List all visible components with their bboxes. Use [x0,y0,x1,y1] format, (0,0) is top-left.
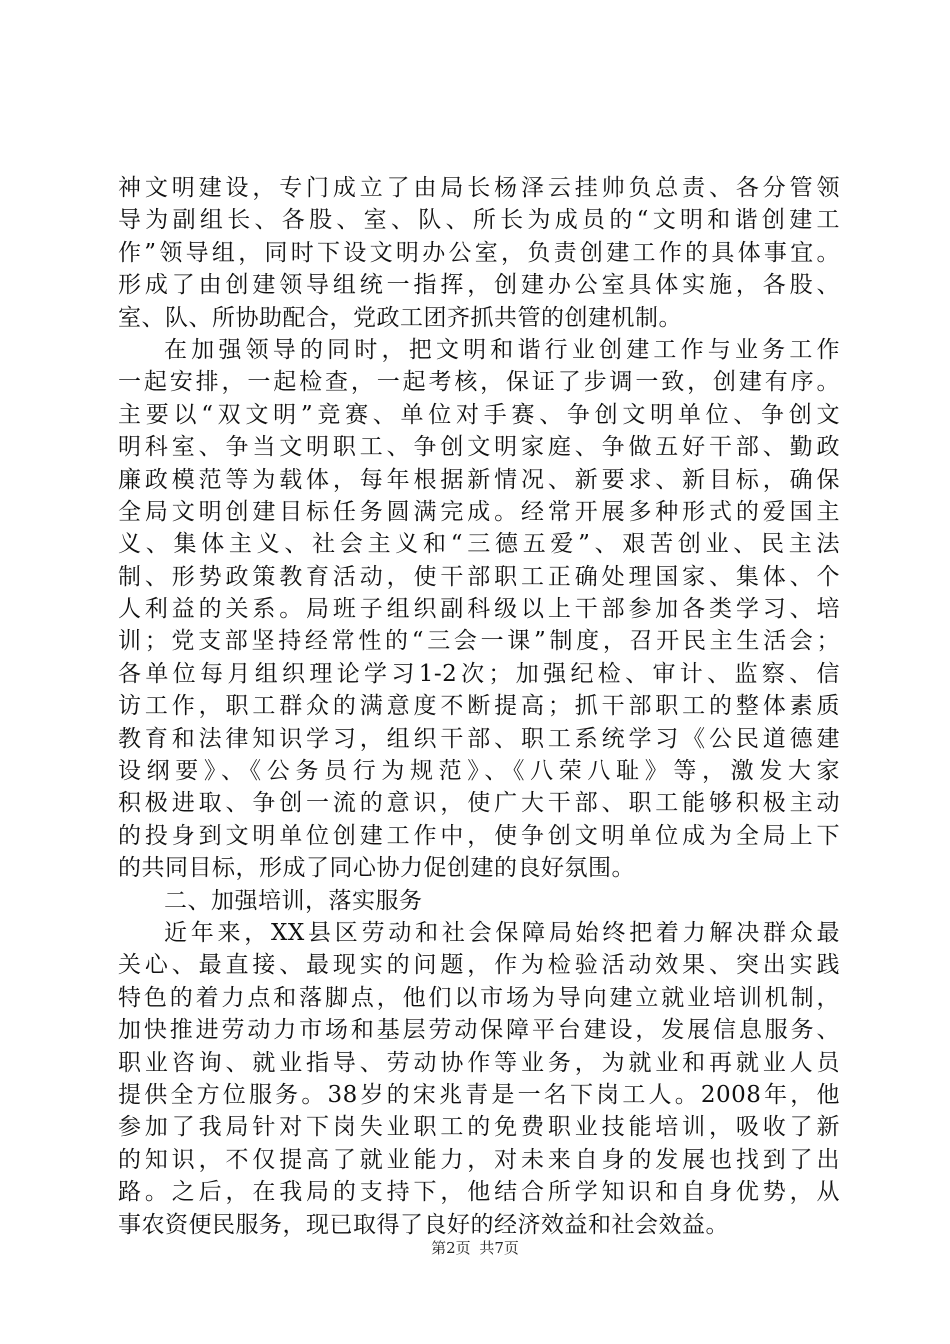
text-line: 一起安排，一起检查，一起考核，保证了步调一致，创建有序。 [118,369,840,396]
text-line: 在加强领导的同时，把文明和谐行业创建工作与业务工作 [164,336,840,363]
text-line: 访工作，职工群众的满意度不断提高；抓干部职工的整体素质 [118,693,840,720]
text-line: 的共同目标，形成了同心协力促创建的良好氛围。 [118,855,635,882]
text-line: 设纲要》、《公务员行为规范》、《八荣八耻》等，激发大家 [118,758,840,785]
text-line: 训；党支部坚持经常性的“三会一课”制度，召开民主生活会； [118,628,840,655]
text-line: 导为副组长、各股、室、队、所长为成员的“文明和谐创建工 [118,207,840,234]
text-line: 室、队、所协助配合，党政工团齐抓共管的创建机制。 [118,304,682,331]
text-line: 的投身到文明单位创建工作中，使争创文明单位成为全局上下 [118,822,840,849]
section-heading: 二、加强培训，落实服务 [164,887,423,914]
text-line: 制、形势政策教育活动，使干部职工正确处理国家、集体、个 [118,563,840,590]
text-line: 教育和法律知识学习，组织干部、职工系统学习《公民道德建 [118,725,840,752]
text-line: 加快推进劳动力市场和基层劳动保障平台建设，发展信息服务、 [118,1017,840,1044]
document-body [118,172,840,1241]
text-line: 主要以“双文明”竞赛、单位对手赛、争创文明单位、争创文 [118,401,840,428]
text-line: 近年来，XX县区劳动和社会保障局始终把着力解决群众最 [164,919,840,946]
page-total: 共7页 [479,1239,519,1257]
text-line: 的知识，不仅提高了就业能力，对未来自身的发展也找到了出 [118,1146,840,1173]
text-line: 关心、最直接、最现实的问题，作为检验活动效果、突出实践 [118,952,840,979]
text-line: 廉政模范等为载体，每年根据新情况、新要求、新目标，确保 [118,466,840,493]
page-number: 第2页 [431,1239,471,1257]
text-line: 全局文明创建目标任务圆满完成。经常开展多种形式的爱国主 [118,498,840,525]
text-line: 积极进取、争创一流的意识，使广大干部、职工能够积极主动 [118,790,840,817]
text-line: 事农资便民服务，现已取得了良好的经济效益和社会效益。 [118,1211,729,1238]
text-line: 作”领导组，同时下设文明办公室，负责创建工作的具体事宜。 [118,239,840,266]
page-footer [0,1237,950,1258]
text-line: 人利益的关系。局班子组织副科级以上干部参加各类学习、培 [118,596,840,623]
text-line: 参加了我局针对下岗失业职工的免费职业技能培训，吸收了新 [118,1114,840,1141]
text-line: 路。之后，在我局的支持下，他结合所学知识和自身优势，从 [118,1179,840,1206]
text-line: 神文明建设，专门成立了由局长杨泽云挂帅负总责、各分管领 [118,175,840,201]
text-line: 各单位每月组织理论学习1-2次；加强纪检、审计、监察、信 [118,660,840,687]
text-line: 职业咨询、就业指导、劳动协作等业务，为就业和再就业人员 [118,1049,840,1076]
text-line: 明科室、争当文明职工、争创文明家庭、争做五好干部、勤政 [118,434,840,461]
text-line: 特色的着力点和落脚点，他们以市场为导向建立就业培训机制， [118,984,840,1011]
text-line: 形成了由创建领导组统一指挥，创建办公室具体实施，各股、 [118,272,840,299]
text-line: 义、集体主义、社会主义和“三德五爱”、艰苦创业、民主法 [118,531,840,558]
text-line: 提供全方位服务。38岁的宋兆青是一名下岗工人。2008年，他 [118,1081,840,1108]
